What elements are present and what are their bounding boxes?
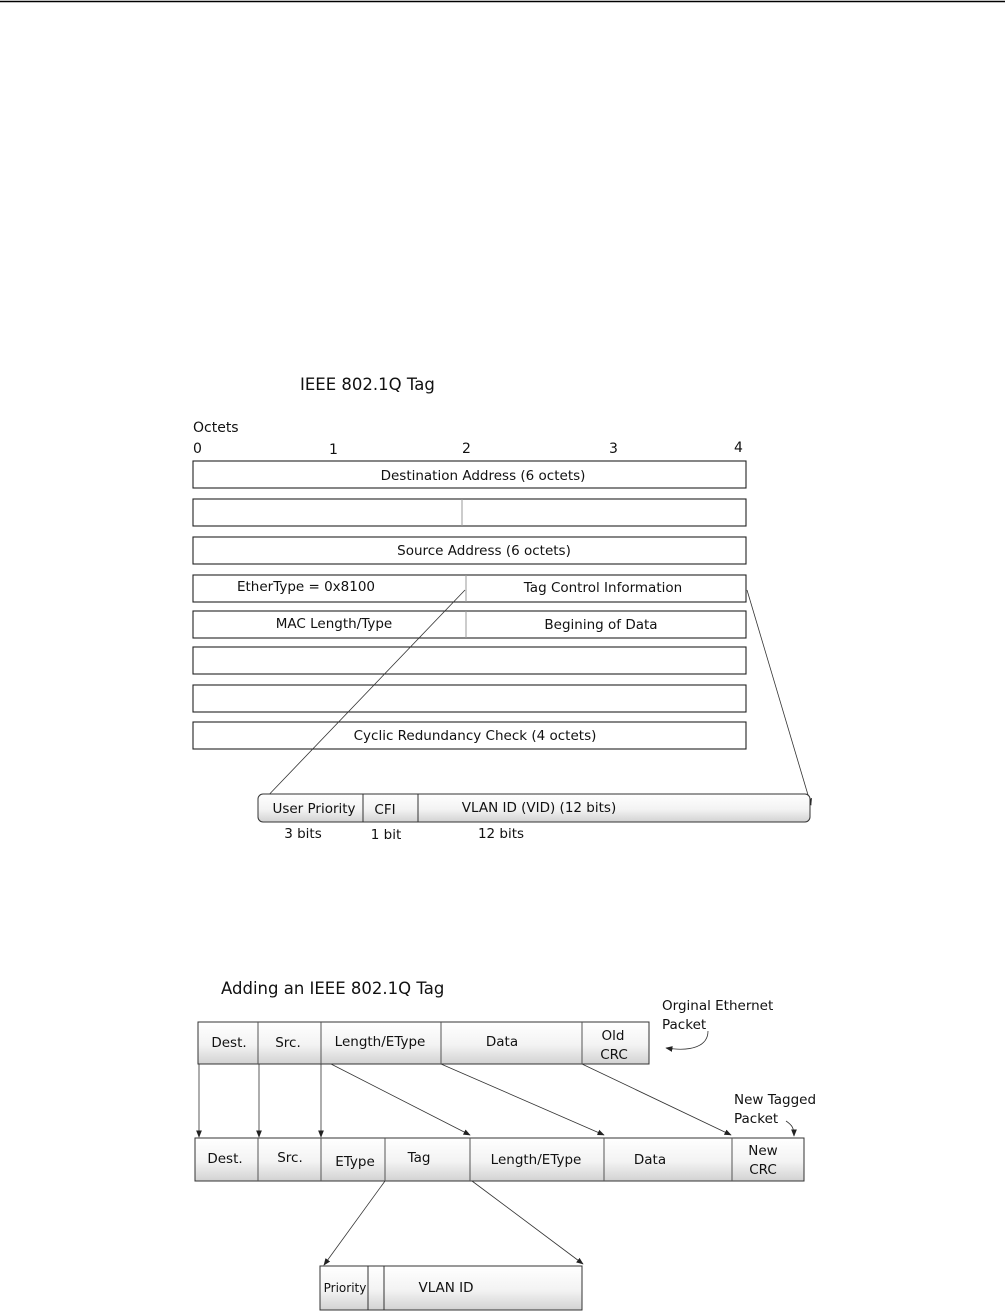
tagged-crc-line2: CRC [749,1162,777,1178]
crc-label: Cyclic Redundancy Check (4 octets) [353,728,597,744]
mac-length-label: MAC Length/Type [275,616,393,632]
tagged-dest-field: Dest. [207,1151,243,1167]
new-packet-pointer-arrow [786,1121,794,1136]
tag-vlan-id-field: VLAN ID [418,1280,474,1296]
octet-tick-1: 1 [329,442,338,458]
octets-label: Octets [193,420,239,436]
cfi-bits: 1 bit [370,827,402,843]
map-arrow-crc [582,1064,731,1135]
source-address-label: Source Address (6 octets) [397,543,571,559]
user-priority-label: User Priority [272,801,356,817]
tag-diagram [193,375,811,843]
new-packet-label-line2: Packet [734,1111,779,1127]
octet-tick-3: 3 [609,441,618,457]
tagged-etype-field: EType [335,1154,375,1170]
orig-crc-line2: CRC [600,1047,628,1063]
original-packet-pointer-arrow [666,1031,708,1049]
vlan-id-bits: 12 bits [477,826,525,842]
original-packet-label-line1: Orginal Ethernet [662,998,774,1014]
data-row-2 [193,685,746,712]
tagged-src-field: Src. [277,1150,303,1166]
original-packet-label-line2: Packet [662,1017,707,1033]
map-arrow-length-etype [331,1064,470,1135]
tci-expand-arrow-right [747,590,811,805]
tag-expand-arrow-right [472,1181,583,1264]
user-priority-bits: 3 bits [284,826,322,842]
orig-src-field: Src. [275,1035,301,1051]
map-arrow-data [441,1064,604,1135]
vlan-id-label: VLAN ID (VID) (12 bits) [461,800,617,816]
tagged-tag-field: Tag [407,1150,431,1166]
orig-crc-line1: Old [601,1028,625,1044]
tag-priority-field: Priority [323,1281,367,1295]
orig-data-field: Data [485,1034,519,1050]
data-begin-label: Begining of Data [544,617,658,633]
adding-diagram [195,979,816,1310]
data-row-1 [193,647,746,674]
octet-tick-4: 4 [734,440,743,456]
new-packet-label-line1: New Tagged [734,1092,817,1108]
orig-length-etype-field: Length/EType [334,1034,426,1050]
tagged-data-field: Data [633,1152,667,1168]
octet-tick-0: 0 [193,441,202,457]
destination-address-label: Destination Address (6 octets) [380,468,586,484]
tag-diagram-title: IEEE 802.1Q Tag [300,375,435,394]
octet-tick-2: 2 [462,441,471,457]
tagged-length-etype-field: Length/EType [490,1152,582,1168]
cfi-label: CFI [374,802,396,818]
tci-label: Tag Control Information [523,580,683,596]
ethertype-label: EtherType = 0x8100 [236,579,376,595]
tagged-crc-line1: New [748,1143,778,1159]
orig-dest-field: Dest. [211,1035,247,1051]
address-continuation-row [193,499,746,526]
adding-diagram-title: Adding an IEEE 802.1Q Tag [221,979,445,998]
tag-expand-arrow-left [324,1181,385,1265]
